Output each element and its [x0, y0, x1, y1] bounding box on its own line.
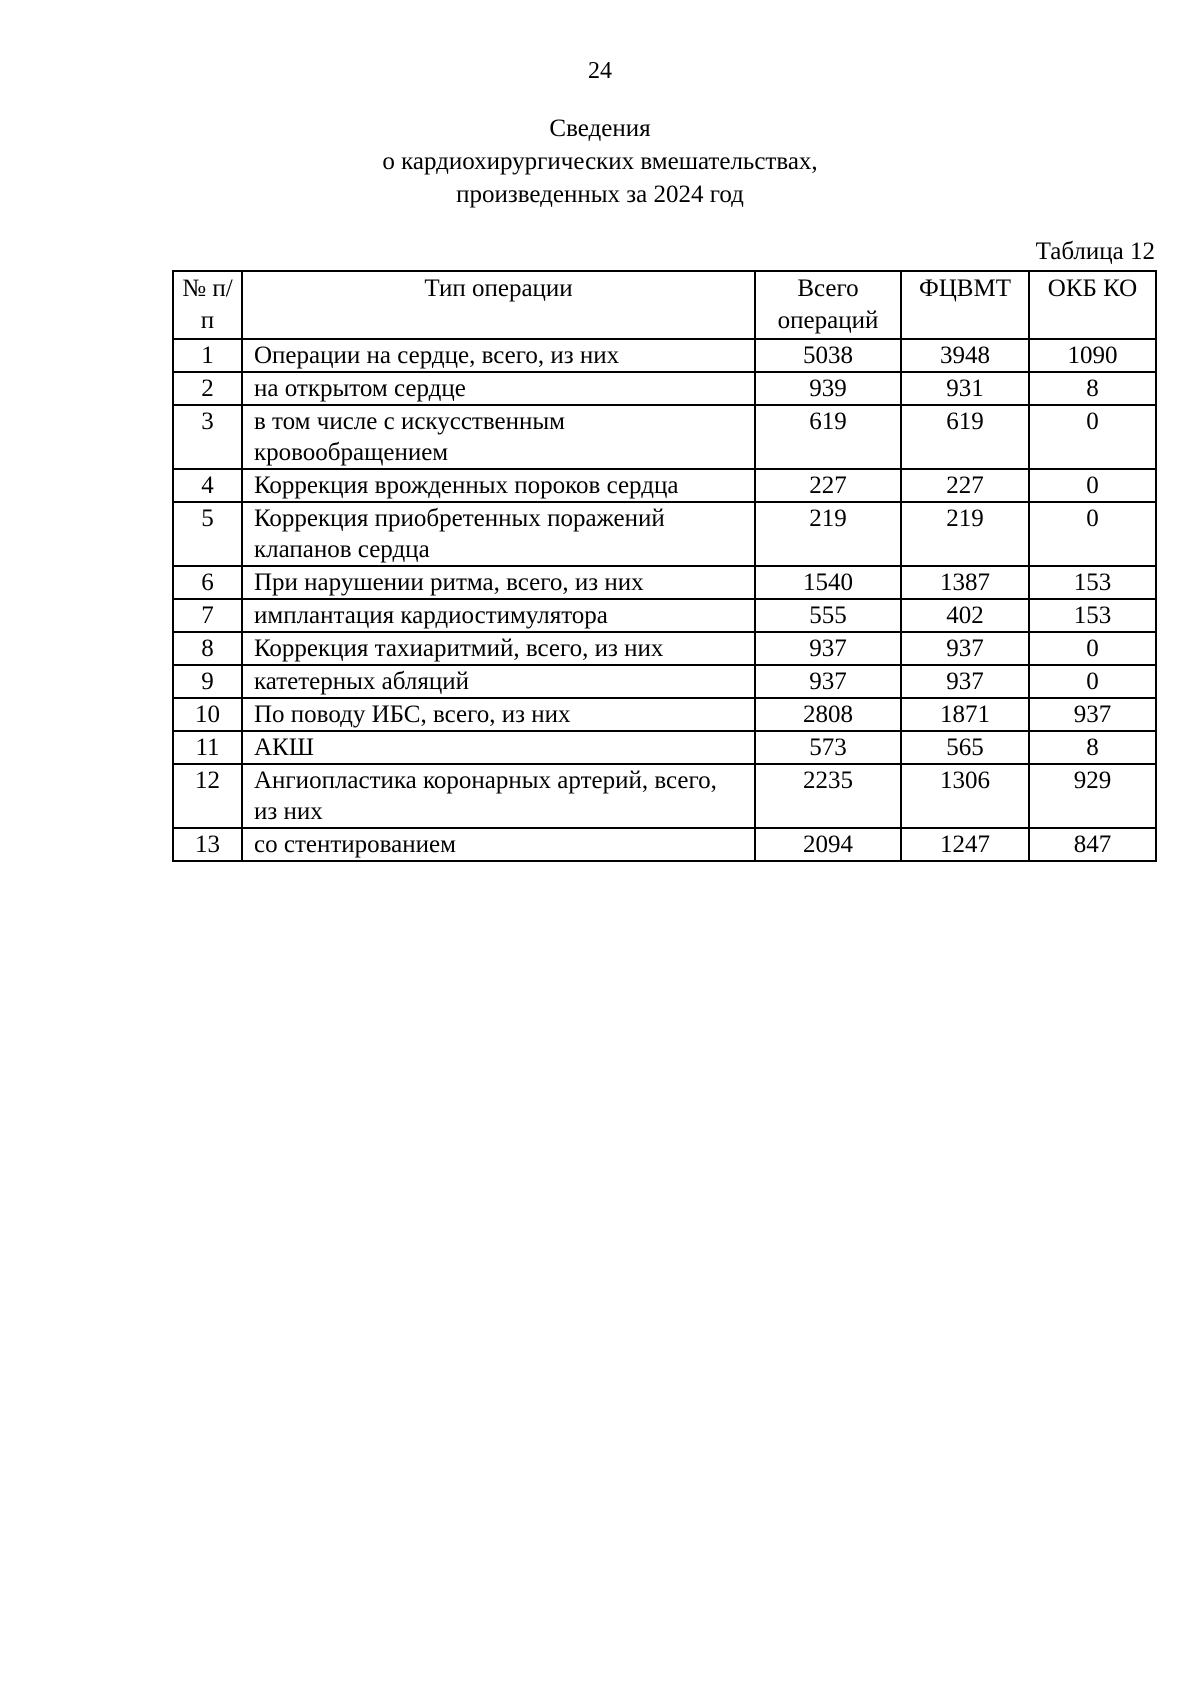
- table-row: [173, 665, 1156, 698]
- cell-type: со стентированием: [242, 828, 755, 861]
- cell-total: 227: [755, 469, 901, 502]
- cell-type: Операции на сердце, всего, из них: [242, 339, 755, 372]
- cell-type: Коррекция врожденных пороков сердца: [242, 469, 755, 502]
- table-body: [173, 339, 1156, 861]
- cell-fcvmt: 937: [901, 665, 1029, 698]
- cell-fcvmt: 937: [901, 632, 1029, 665]
- cell-total: 2808: [755, 698, 901, 731]
- cell-okb: 847: [1029, 828, 1156, 861]
- cell-type: АКШ: [242, 731, 755, 764]
- table-row: [173, 599, 1156, 632]
- cell-num: 5: [173, 502, 242, 566]
- cell-okb: 0: [1029, 405, 1156, 469]
- cell-num: 12: [173, 764, 242, 828]
- cell-type: в том числе с искусственным кровообращением: [242, 405, 755, 469]
- cell-total: 573: [755, 731, 901, 764]
- cell-num: 3: [173, 405, 242, 469]
- table-row: [173, 632, 1156, 665]
- cell-type: По поводу ИБС, всего, из них: [242, 698, 755, 731]
- cell-fcvmt: 565: [901, 731, 1029, 764]
- cell-okb: 153: [1029, 599, 1156, 632]
- header-fcvmt: ФЦВМТ: [901, 271, 1029, 339]
- cell-type: на открытом сердце: [242, 372, 755, 405]
- cell-okb: 937: [1029, 698, 1156, 731]
- cell-num: 9: [173, 665, 242, 698]
- cell-type: имплантация кардиостимулятора: [242, 599, 755, 632]
- cell-type: катетерных абляций: [242, 665, 755, 698]
- cell-fcvmt: 1871: [901, 698, 1029, 731]
- cell-num: 10: [173, 698, 242, 731]
- header-okb: ОКБ КО: [1029, 271, 1156, 339]
- cell-type: При нарушении ритма, всего, из них: [242, 566, 755, 599]
- header-type: Тип операции: [242, 271, 755, 339]
- cell-num: 2: [173, 372, 242, 405]
- cell-okb: 929: [1029, 764, 1156, 828]
- cell-type: Коррекция приобретенных поражений клапанов сердца: [242, 502, 755, 566]
- header-num: № п/п: [173, 271, 242, 339]
- cell-fcvmt: 219: [901, 502, 1029, 566]
- table-header-row: [173, 271, 1156, 339]
- cell-num: 6: [173, 566, 242, 599]
- page-number: 24: [588, 58, 612, 84]
- cell-fcvmt: 1247: [901, 828, 1029, 861]
- cell-num: 13: [173, 828, 242, 861]
- cell-fcvmt: 3948: [901, 339, 1029, 372]
- cell-total: 1540: [755, 566, 901, 599]
- table-caption: Таблица 12: [1035, 238, 1155, 265]
- document-heading: [0, 112, 1200, 211]
- table-row: [173, 469, 1156, 502]
- table-row: [173, 405, 1156, 469]
- cell-fcvmt: 1306: [901, 764, 1029, 828]
- cell-okb: 8: [1029, 372, 1156, 405]
- cell-total: 937: [755, 665, 901, 698]
- cell-fcvmt: 1387: [901, 566, 1029, 599]
- cell-total: 619: [755, 405, 901, 469]
- cardiac-surgery-table: [172, 270, 1157, 862]
- cell-total: 2094: [755, 828, 901, 861]
- table-row: [173, 828, 1156, 861]
- cell-okb: 153: [1029, 566, 1156, 599]
- table-row: [173, 698, 1156, 731]
- cell-fcvmt: 619: [901, 405, 1029, 469]
- cell-total: 2235: [755, 764, 901, 828]
- cell-total: 555: [755, 599, 901, 632]
- table-row: [173, 502, 1156, 566]
- cell-okb: 0: [1029, 502, 1156, 566]
- heading-line-2: о кардиохирургических вмешательствах,: [382, 148, 818, 175]
- cell-total: 219: [755, 502, 901, 566]
- cell-okb: 1090: [1029, 339, 1156, 372]
- table-row: [173, 731, 1156, 764]
- cell-okb: 0: [1029, 632, 1156, 665]
- cell-okb: 0: [1029, 665, 1156, 698]
- cell-num: 1: [173, 339, 242, 372]
- heading-line-3: произведенных за 2024 год: [456, 181, 744, 208]
- cell-okb: 0: [1029, 469, 1156, 502]
- cell-type: Ангиопластика коронарных артерий, всего, из них: [242, 764, 755, 828]
- table-row: [173, 764, 1156, 828]
- table-row: [173, 566, 1156, 599]
- cell-total: 5038: [755, 339, 901, 372]
- table-row: [173, 372, 1156, 405]
- cell-total: 939: [755, 372, 901, 405]
- cell-fcvmt: 931: [901, 372, 1029, 405]
- cell-num: 8: [173, 632, 242, 665]
- cell-fcvmt: 402: [901, 599, 1029, 632]
- cell-num: 4: [173, 469, 242, 502]
- cell-num: 11: [173, 731, 242, 764]
- cell-fcvmt: 227: [901, 469, 1029, 502]
- cell-type: Коррекция тахиаритмий, всего, из них: [242, 632, 755, 665]
- header-total: Всего операций: [755, 271, 901, 339]
- table-row: [173, 339, 1156, 372]
- cell-num: 7: [173, 599, 242, 632]
- cell-total: 937: [755, 632, 901, 665]
- cell-okb: 8: [1029, 731, 1156, 764]
- heading-line-1: Сведения: [549, 115, 651, 142]
